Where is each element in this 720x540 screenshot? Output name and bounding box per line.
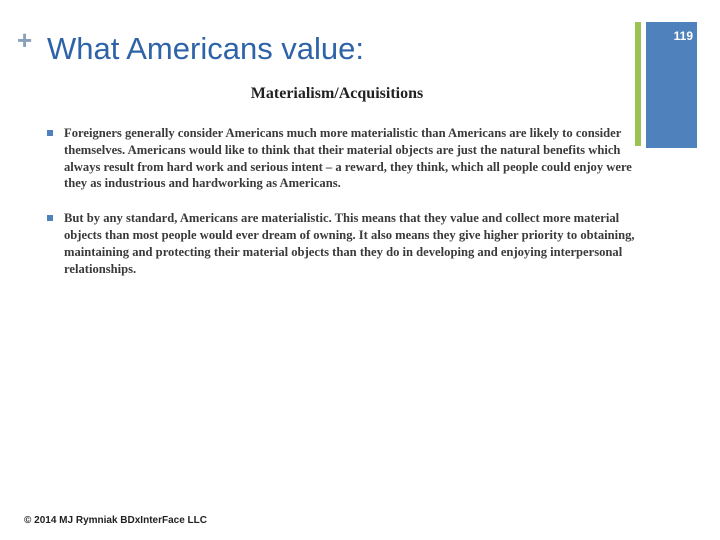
bullet-item bbox=[45, 125, 635, 192]
slide-title: What Americans value: bbox=[47, 31, 365, 66]
square-bullet-icon bbox=[47, 130, 53, 136]
bullet-text: But by any standard, Americans are materialistic. This means that they value and collect more material objects than most people would ever dream of owning. It also means they give higher priority to obtaining, maintaining and protecting their material objects than they do in developing and enjoying interpersonal relationships. bbox=[64, 211, 635, 276]
bullet-text: Foreigners generally consider Americans much more materialistic than Americans are likely to consider themselves. Americans would like to think that their material objects are just the natural benefits which always result from hard work and serious intent – a reward, they think, which all people could enjoy were they as industrious and hardworking as Americans. bbox=[64, 126, 632, 191]
slide-subtitle: Materialism/Acquisitions bbox=[250, 85, 424, 102]
plus-icon: + bbox=[17, 25, 33, 55]
bullet-list bbox=[45, 125, 635, 295]
bullet-item bbox=[45, 210, 635, 277]
slide-number: 119 bbox=[673, 29, 693, 43]
square-bullet-icon bbox=[47, 215, 53, 221]
copyright-footer: © 2014 MJ Rymniak BDxInterFace LLC bbox=[24, 515, 207, 526]
